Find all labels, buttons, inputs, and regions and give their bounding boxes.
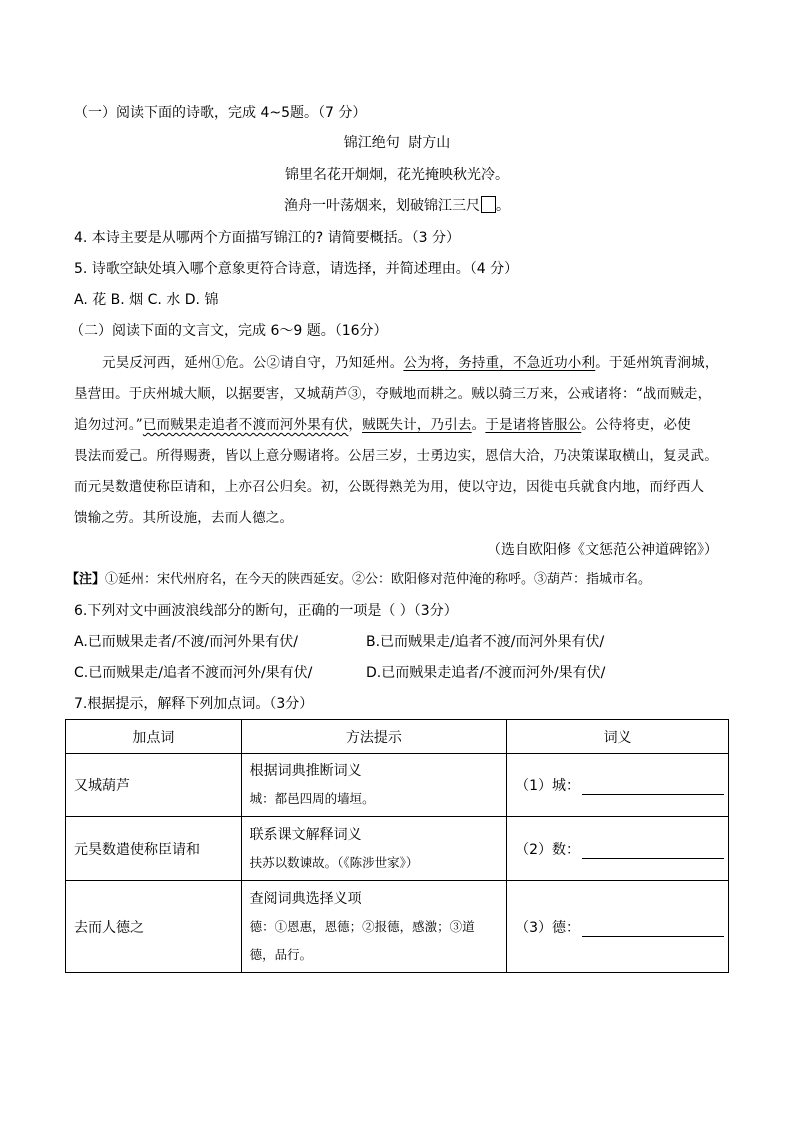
prose-1b-underlined: 公为将，务持重，不急近功小利 [403,355,596,371]
poem-line-2-end: 。 [496,198,510,214]
prose-3c: ， [348,417,363,433]
blank-box [481,196,496,213]
question-6-option-b: B.已而贼果走/追者不渡/而河外果有伏/ [366,634,605,650]
prose-line-6: 馈输之劳。其所设施，去而人德之。 [74,510,294,526]
poem-title-line [0,133,794,153]
section1-heading: （一）阅读下面的诗歌，完成 4~5题。（7 分） [74,105,367,121]
table-row [66,754,729,817]
question-6-option-d: D.已而贼果走追者/不渡而河外/果有伏/ [366,665,606,681]
table-header-row [66,720,729,754]
poem-line-1: 锦里名花开炯炯，花光掩映秋光冷。 [285,167,509,183]
prose-line-3 [74,415,726,435]
prose-3g: 。公待将吏，必使 [581,417,691,433]
note-label: 【注】 [66,572,106,587]
answer-label: （3）德： [515,919,581,936]
prose-3d-underlined: 贼既失计，乃引去 [362,417,472,433]
prose-line-4: 畏法而爱己。所得赐赉，皆以上意分赐诸将。公居三岁，士勇边实，恩信大洽，乃决策谋取横山，复灵武。 [74,448,718,464]
table-cell-answer [507,881,729,973]
table-row [66,817,729,881]
table-header: 加点词 [66,720,242,754]
prose-3b-wavy: 已而贼果走追者不渡而河外果有伏 [142,417,349,433]
table-cell-word: 又城葫芦 [66,754,242,817]
table-cell-method [241,817,506,881]
question-6-stem: 6.下列对文中画波浪线部分的断句，正确的一项是（ ）（3分） [74,603,458,619]
table-cell-answer [507,754,729,817]
question-7-table [65,719,729,973]
question-4: 4. 本诗主要是从哪两个方面描写锦江的? 请简要概括。（3 分） [74,230,461,246]
source-citation: （选自欧阳修《文惩范公神道碑铭》） [487,542,718,558]
prose-1a: 元昊反河西，延州①危。公②请自守，乃知延州。 [102,355,404,371]
prose-line-2: 垦营田。于庆州城大顺，以据要害，又城葫芦③，夺贼地而耕之。贼以骑三万来，公戒诸将：“战而贼走， [74,386,712,402]
table-cell-word: 去而人德之 [66,881,242,973]
question-6-option-a: A.已而贼果走者/不渡/而河外果有伏/ [74,634,298,650]
table-header: 词义 [507,720,729,754]
poem-author: 尉方山 [408,135,451,151]
poem-title: 锦江绝句 [343,135,400,151]
prose-line-5: 而元昊数遣使称臣请和，上亦召公归矣。初，公既得熟羌为用，使以守边，因徙屯兵就食内地，而纾西人 [74,479,705,495]
method-text: 联系课文解释词义 [249,826,362,843]
question-5: 5. 诗歌空缺处填入哪个意象更符合诗意，请选择，并简述理由。（4 分） [74,261,519,277]
answer-blank[interactable] [582,922,724,937]
table-row [66,881,729,973]
prose-3e: 。 [471,417,486,433]
poem-line-2 [0,196,794,216]
method-hint: 扶苏以数谏故。（《陈涉世家》） [249,854,419,870]
note-line [66,570,651,590]
table-cell-method [241,881,506,973]
prose-3a: 追勿过河。” [74,417,143,433]
method-text: 根据词典推断词义 [249,763,362,779]
poem-line-2-text: 渔舟一叶荡烟来，划破锦江三尺 [284,198,480,214]
method-hint: 德：①恩惠，恩德；②报德，感激；③道 [249,918,475,934]
prose-line-1 [102,353,726,373]
method-hint: 城：都邑四周的墙垣。 [249,791,375,806]
note-text: ①延州：宋代州府名，在今天的陕西延安。②公：欧阳修对范仲淹的称呼。③葫芦：指城市名。 [105,572,652,587]
answer-label: （1）城： [515,778,581,794]
table-cell-answer [507,817,729,881]
answer-blank[interactable] [582,780,724,795]
question-6-option-c: C.已而贼果走/追者不渡而河外/果有伏/ [74,665,313,681]
table-cell-method [241,754,506,817]
prose-1c: 。于延州筑青涧城， [595,355,719,371]
question-7-stem: 7.根据提示，解释下列加点词。（3分） [74,696,314,712]
answer-blank[interactable] [582,844,724,859]
section2-heading: （二）阅读下面的文言文，完成 6～9 题。（16分） [70,323,388,339]
method-hint: 德，品行。 [249,946,313,962]
method-text: 查阅词典选择义项 [249,890,362,907]
question-5-options: A. 花 B. 烟 C. 水 D. 锦 [74,292,219,308]
prose-3f-underlined: 于是诸将皆服公 [485,417,582,433]
answer-label: （2）数： [515,841,581,858]
table-cell-word: 元昊数遣使称臣请和 [66,817,242,881]
table-header: 方法提示 [241,720,506,754]
